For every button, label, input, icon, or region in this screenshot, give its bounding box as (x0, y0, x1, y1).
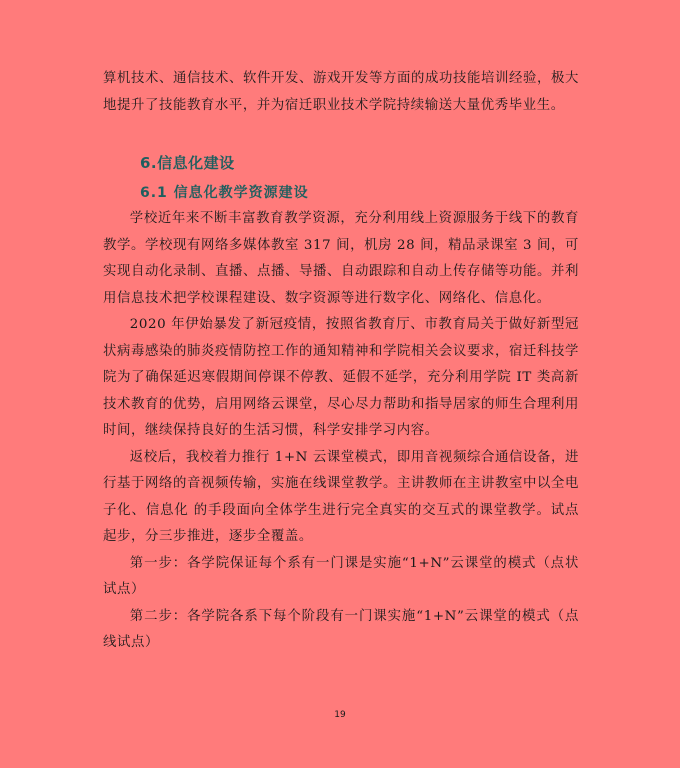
paragraph-cloud-classroom: 返校后，我校着力推行 1+N 云课堂模式，即用音视频综合通信设备，进行基于网络的音视频传输，实施在线课堂教学。主讲教师在主讲教室中以全电子化、信息化 的手段面向全体学生进行完全真实的交互式的课堂教学。试点起步，分三步推进，逐步全覆盖。 (103, 449, 579, 544)
paragraph-step-one: 第一步：各学院保证每个系有一门课是实施“1+N”云课堂的模式（点状试点） (103, 555, 579, 597)
intro-paragraph: 算机技术、通信技术、软件开发、游戏开发等方面的成功技能培训经验，极大地提升了技能教育水平，并为宿迁职业技术学院持续输送大量优秀毕业生。 (103, 71, 579, 113)
intro-paragraph-block (103, 66, 579, 119)
section-heading: 6.信息化建设 (140, 154, 235, 172)
page-number: 19 (334, 710, 346, 720)
paragraph-step-two: 第二步：各学院各系下每个阶段有一门课实施“1+N”云课堂的模式（点线试点） (103, 608, 579, 650)
paragraph-epidemic: 2020 年伊始暴发了新冠疫情，按照省教育厅、市教育局关于做好新型冠状病毒感染的肺炎疫情防控工作的通知精神和学院相关会议要求，宿迁科技学院为了确保延迟寒假期间停课不停教、延假不延学，充分利用学院 IT 类高新技术教育的优势，启用网络云课堂，尽心尽力帮助和指导居家的师生合理利用时间，继续保持良好的生活习惯，科学安排学习内容。 (103, 317, 579, 438)
body-text-block (103, 206, 579, 657)
paragraph-resources: 学校近年来不断丰富教育教学资源，充分利用线上资源服务于线下的教育教学。学校现有网络多媒体教室 317 间，机房 28 间，精品录课室 3 间，可实现自动化录制、直播、点播、导播、自动跟踪和自动上传存储等功能。并利用信息技术把学校课程建设、数字资源等进行数字化、网络化、信息化。 (103, 211, 579, 306)
subsection-heading: 6.1 信息化教学资源建设 (140, 185, 309, 201)
